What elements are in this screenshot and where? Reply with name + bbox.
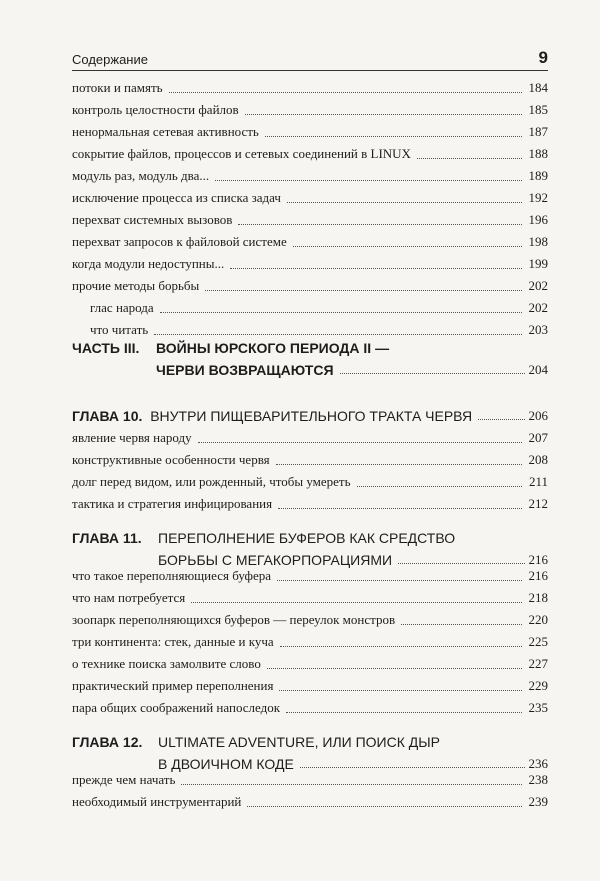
toc-entry[interactable]: контроль целостности файлов 185 bbox=[72, 102, 548, 117]
toc-entry[interactable]: тактика и стратегия инфицирования 212 bbox=[72, 496, 548, 511]
part-label: ЧАСТЬ III. bbox=[72, 340, 140, 356]
toc-entry[interactable]: модуль раз, модуль два... 189 bbox=[72, 168, 548, 183]
toc-entry[interactable]: перехват системных вызовов 196 bbox=[72, 212, 548, 227]
toc-entry[interactable]: что такое переполняющиеся буфера 216 bbox=[72, 568, 548, 583]
toc-entry[interactable]: прочие методы борьбы 202 bbox=[72, 278, 548, 293]
toc-entry[interactable]: сокрытие файлов, процессов и сетевых соединений в LINUX 188 bbox=[72, 146, 548, 161]
toc-entry[interactable]: когда модули недоступны... 199 bbox=[72, 256, 548, 271]
toc-entry[interactable]: практический пример переполнения 229 bbox=[72, 678, 548, 693]
chapter-title-line2: БОРЬБЫ С МЕГАКОРПОРАЦИЯМИ bbox=[158, 552, 393, 568]
chapter-title-line1: ПЕРЕПОЛНЕНИЕ БУФЕРОВ КАК СРЕДСТВО bbox=[158, 530, 456, 546]
toc-entry[interactable]: необходимый инструментарий 239 bbox=[72, 794, 548, 809]
toc-entry[interactable]: зоопарк переполняющихся буферов — переулок монстров 220 bbox=[72, 612, 548, 627]
toc-subentry[interactable]: глас народа 202 bbox=[90, 300, 548, 315]
part-heading[interactable] bbox=[72, 340, 548, 384]
toc-entry[interactable]: что нам потребуется 218 bbox=[72, 590, 548, 605]
chapter-label: ГЛАВА 12. bbox=[72, 734, 143, 750]
part-title-line2: ЧЕРВИ ВОЗВРАЩАЮТСЯ bbox=[156, 362, 334, 378]
chapter-label: ГЛАВА 10. bbox=[72, 408, 143, 424]
toc-entry[interactable]: о технике поиска замолвите слово 227 bbox=[72, 656, 548, 671]
toc-entry[interactable]: долг перед видом, или рожденный, чтобы умереть 211 bbox=[72, 474, 548, 489]
toc-entry[interactable]: явление червя народу 207 bbox=[72, 430, 548, 445]
toc-entry[interactable]: ненормальная сетевая активность 187 bbox=[72, 124, 548, 139]
header-page-number: 9 bbox=[538, 48, 548, 67]
chapter-heading[interactable] bbox=[72, 402, 548, 424]
part-title-line1: ВОЙНЫ ЮРСКОГО ПЕРИОДА II — bbox=[156, 340, 390, 356]
toc-subentry[interactable]: что читать 203 bbox=[90, 322, 548, 337]
chapter-title: ВНУТРИ ПИЩЕВАРИТЕЛЬНОГО ТРАКТА ЧЕРВЯ bbox=[150, 408, 473, 424]
toc-entry[interactable]: три континента: стек, данные и куча 225 bbox=[72, 634, 548, 649]
header-title: Содержание bbox=[72, 52, 148, 67]
toc-entry[interactable]: исключение процесса из списка задач 192 bbox=[72, 190, 548, 205]
chapter-page: 206 bbox=[528, 408, 548, 423]
toc-entry[interactable]: прежде чем начать 238 bbox=[72, 772, 548, 787]
running-header bbox=[72, 48, 548, 71]
toc-entry[interactable]: пара общих соображений напоследок 235 bbox=[72, 700, 548, 715]
part-page: 204 bbox=[528, 362, 548, 377]
chapter-label: ГЛАВА 11. bbox=[72, 530, 142, 546]
toc-entry[interactable]: перехват запросов к файловой системе 198 bbox=[72, 234, 548, 249]
chapter-page: 216 bbox=[528, 552, 548, 567]
toc-entry[interactable]: конструктивные особенности червя 208 bbox=[72, 452, 548, 467]
chapter-title-line1: ULTIMATE ADVENTURE, ИЛИ ПОИСК ДЫР bbox=[158, 734, 440, 750]
chapter-title-line2: В ДВОИЧНОМ КОДЕ bbox=[158, 756, 294, 772]
chapter-page: 236 bbox=[528, 756, 548, 771]
toc-entry[interactable]: потоки и память 184 bbox=[72, 80, 548, 95]
